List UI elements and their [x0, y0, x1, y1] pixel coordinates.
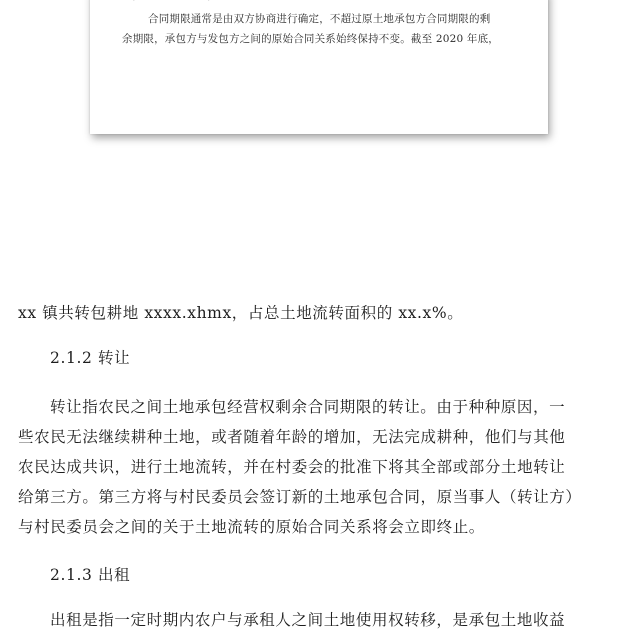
- paragraph-line: 转让指农民之间土地承包经营权剩余合同期限的转让。由于种种原因，一: [50, 398, 566, 416]
- paragraph-line: 与村民委员会之间的关于土地流转的原始合同关系将会立即终止。: [18, 518, 485, 536]
- preview-line: 合同期限通常是由双方协商进行确定，不超过原土地承包方合同期限的剩: [148, 13, 491, 25]
- paragraph-line: 些农民无法继续耕种土地，或者随着年龄的增加，无法完成耕种，他们与其他: [18, 428, 566, 446]
- preview-line: [122, 0, 390, 2]
- paragraph-line: 出租是指一定时期内农户与承租人之间土地使用权转移，是承包土地收益: [50, 611, 566, 629]
- paragraph-line: 给第三方。第三方将与村民委员会签订新的土地承包合同，原当事人（转让方）: [18, 488, 582, 506]
- document-preview-card: [90, 0, 548, 134]
- paragraph-line: 农民达成共识，进行土地流转，并在村委会的批准下将其全部或部分土地转让: [18, 458, 566, 476]
- section-heading-transfer: 2.1.2 转让: [50, 349, 131, 367]
- preview-line: 余期限，承包方与发包方之间的原始合同关系始终保持不变。截至 2020 年底，: [122, 33, 499, 45]
- paragraph-line: xx 镇共转包耕地 xxxx.xhmx，占总土地流转面积的 xx.x%。: [18, 304, 464, 322]
- section-heading-lease: 2.1.3 出租: [50, 566, 131, 584]
